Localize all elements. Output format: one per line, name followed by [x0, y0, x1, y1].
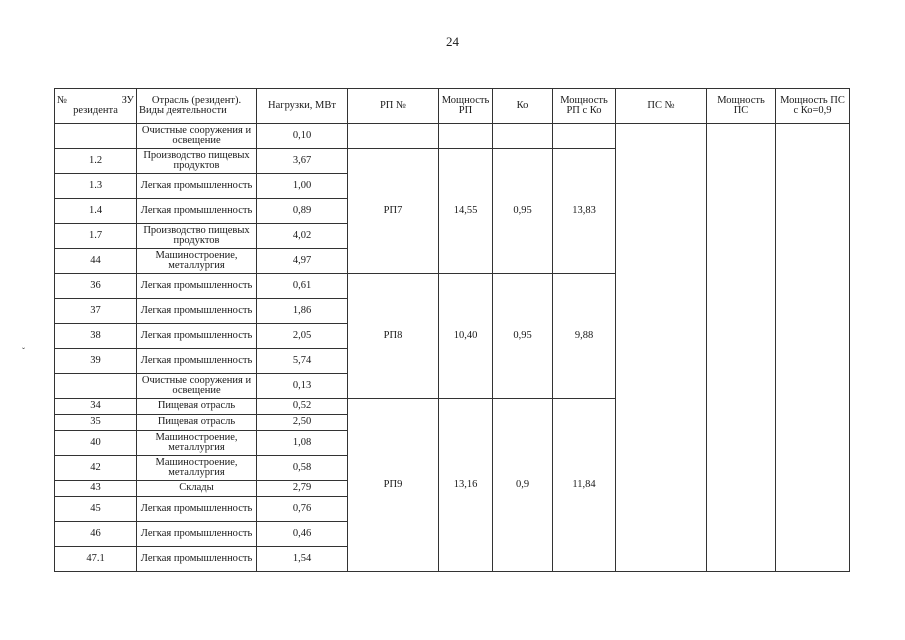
header-rp-power-ko: Мощность РП с Ко	[553, 89, 616, 124]
header-rp-no: РП №	[348, 89, 439, 124]
activity-cell: Машиностроение, металлургия	[137, 431, 257, 456]
rp-power-ko-cell: 9,88	[553, 274, 616, 399]
load-cell: 1,54	[257, 547, 348, 572]
header-ko: Ко	[493, 89, 553, 124]
ko-cell: 0,95	[493, 149, 553, 274]
resident-load-table	[54, 88, 850, 572]
rp-power-cell	[439, 124, 493, 149]
resident-no-cell: 45	[55, 497, 137, 522]
header-resident-no-symbol: №	[57, 94, 68, 106]
load-cell: 4,97	[257, 249, 348, 274]
resident-no-cell: 38	[55, 324, 137, 349]
resident-no-cell: 1.2	[55, 149, 137, 174]
resident-no-cell: 35	[55, 415, 137, 431]
rp-power-ko-cell: 13,83	[553, 149, 616, 274]
header-rp-power: Мощность РП	[439, 89, 493, 124]
resident-no-cell: 36	[55, 274, 137, 299]
activity-cell: Производство пищевых продуктов	[137, 149, 257, 174]
ps-power-cell	[707, 124, 776, 572]
load-cell: 2,05	[257, 324, 348, 349]
activity-cell: Легкая промышленность	[137, 324, 257, 349]
rp-power-ko-cell: 11,84	[553, 399, 616, 572]
ko-cell: 0,95	[493, 274, 553, 399]
rp-no-cell: РП9	[348, 399, 439, 572]
activity-cell: Легкая промышленность	[137, 547, 257, 572]
load-cell: 1,86	[257, 299, 348, 324]
activity-cell: Очистные сооружения и освещение	[137, 374, 257, 399]
rp-power-cell: 14,55	[439, 149, 493, 274]
ps-power-ko-cell	[776, 124, 850, 572]
resident-no-cell: 43	[55, 481, 137, 497]
resident-no-cell	[55, 124, 137, 149]
load-cell: 0,13	[257, 374, 348, 399]
rp-power-cell: 13,16	[439, 399, 493, 572]
resident-no-cell: 42	[55, 456, 137, 481]
header-activity: Отрасль (резидент). Виды деятельности	[137, 89, 257, 124]
activity-cell: Легкая промышленность	[137, 199, 257, 224]
ps-no-cell	[616, 124, 707, 572]
activity-cell: Пищевая отрасль	[137, 415, 257, 431]
activity-cell: Машиностроение, металлургия	[137, 456, 257, 481]
rp-power-ko-cell	[553, 124, 616, 149]
header-ps-no: ПС №	[616, 89, 707, 124]
table-header-row	[55, 89, 850, 124]
activity-cell: Склады	[137, 481, 257, 497]
load-cell: 1,00	[257, 174, 348, 199]
activity-cell: Пищевая отрасль	[137, 399, 257, 415]
activity-cell: Легкая промышленность	[137, 274, 257, 299]
margin-mark: ˇ	[22, 346, 25, 356]
load-cell: 2,79	[257, 481, 348, 497]
load-cell: 0,76	[257, 497, 348, 522]
resident-no-cell: 46	[55, 522, 137, 547]
load-cell: 0,89	[257, 199, 348, 224]
resident-no-cell: 39	[55, 349, 137, 374]
ko-cell	[493, 124, 553, 149]
load-cell: 1,08	[257, 431, 348, 456]
activity-cell: Машиностроение, металлургия	[137, 249, 257, 274]
load-cell: 0,58	[257, 456, 348, 481]
resident-no-cell: 40	[55, 431, 137, 456]
rp-no-cell: РП8	[348, 274, 439, 399]
rp-no-cell: РП7	[348, 149, 439, 274]
activity-cell: Легкая промышленность	[137, 497, 257, 522]
activity-cell: Легкая промышленность	[137, 522, 257, 547]
load-cell: 0,52	[257, 399, 348, 415]
header-ps-power: Мощность ПС	[707, 89, 776, 124]
header-ps-power-ko: Мощность ПС с Ко=0,9	[776, 89, 850, 124]
activity-cell: Легкая промышленность	[137, 299, 257, 324]
resident-no-cell: 34	[55, 399, 137, 415]
resident-no-cell: 1.4	[55, 199, 137, 224]
table-row	[55, 124, 850, 149]
header-resident-no-zu: ЗУ	[121, 94, 134, 106]
activity-cell: Легкая промышленность	[137, 174, 257, 199]
load-cell: 0,10	[257, 124, 348, 149]
activity-cell: Очистные сооружения и освещение	[137, 124, 257, 149]
resident-no-cell: 1.7	[55, 224, 137, 249]
load-cell: 3,67	[257, 149, 348, 174]
resident-no-cell: 1.3	[55, 174, 137, 199]
header-load: Нагрузки, МВт	[257, 89, 348, 124]
load-cell: 2,50	[257, 415, 348, 431]
rp-no-cell	[348, 124, 439, 149]
activity-cell: Легкая промышленность	[137, 349, 257, 374]
header-resident-no	[55, 89, 137, 124]
resident-no-cell: 44	[55, 249, 137, 274]
load-cell: 4,02	[257, 224, 348, 249]
resident-no-cell: 47.1	[55, 547, 137, 572]
ko-cell: 0,9	[493, 399, 553, 572]
header-resident-no-label: резидента	[73, 105, 118, 116]
load-cell: 0,61	[257, 274, 348, 299]
rp-power-cell: 10,40	[439, 274, 493, 399]
table-body	[55, 124, 850, 572]
resident-no-cell: 37	[55, 299, 137, 324]
activity-cell: Производство пищевых продуктов	[137, 224, 257, 249]
load-cell: 5,74	[257, 349, 348, 374]
resident-no-cell	[55, 374, 137, 399]
load-cell: 0,46	[257, 522, 348, 547]
page-number: 24	[446, 34, 459, 49]
